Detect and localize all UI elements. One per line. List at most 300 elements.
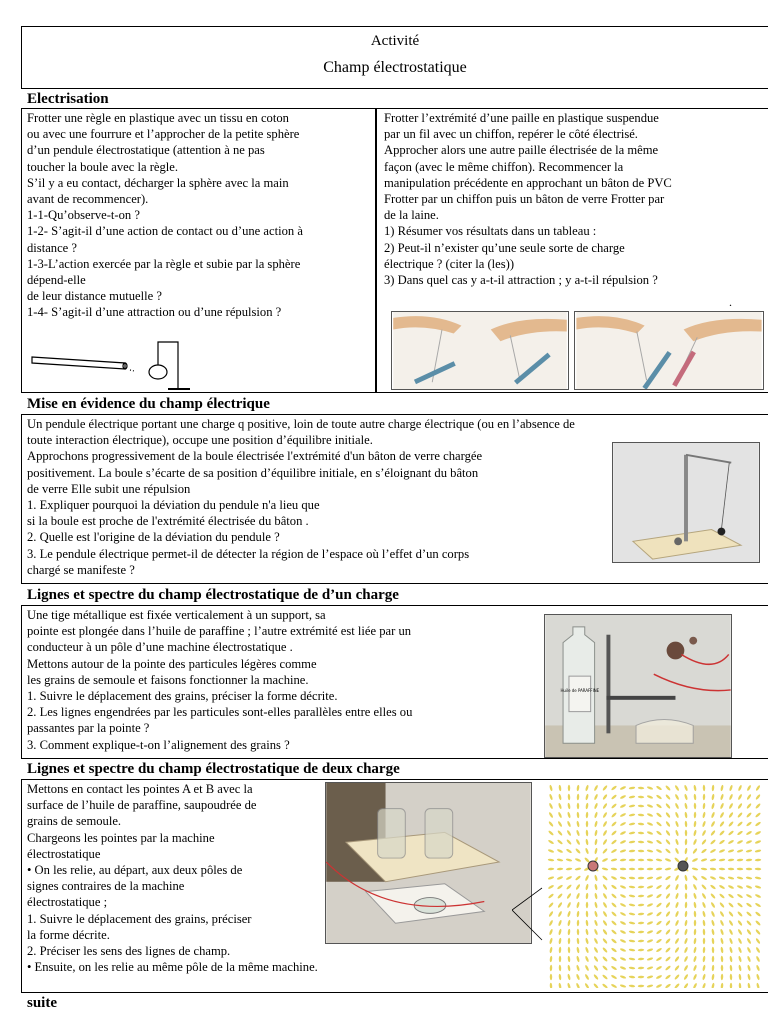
field-grain bbox=[746, 920, 752, 926]
field-grain bbox=[593, 956, 599, 963]
field-grain bbox=[647, 840, 654, 844]
field-grain bbox=[629, 894, 636, 898]
field-grain bbox=[647, 786, 654, 790]
field-grain bbox=[738, 965, 742, 972]
field-grain bbox=[602, 965, 608, 971]
column-divider bbox=[375, 109, 377, 392]
field-grain bbox=[548, 884, 555, 889]
text-line: toucher la boule avec la règle. bbox=[27, 159, 179, 174]
field-grain bbox=[620, 885, 627, 890]
field-grain bbox=[638, 886, 645, 889]
field-grain bbox=[737, 794, 742, 801]
field-grain bbox=[746, 938, 751, 945]
field-grain bbox=[558, 974, 561, 981]
heading-suite: suite bbox=[27, 995, 57, 1011]
field-grain bbox=[620, 868, 627, 871]
field-grain bbox=[647, 858, 654, 861]
field-grain bbox=[737, 803, 743, 810]
field-grain bbox=[576, 785, 579, 792]
field-grain bbox=[720, 983, 723, 988]
text-line: • On les relie, au départ, aux deux pôles de bbox=[27, 863, 243, 878]
field-grain bbox=[559, 947, 562, 954]
field-grain bbox=[629, 849, 636, 852]
field-grain bbox=[684, 803, 688, 810]
field-grain bbox=[674, 983, 680, 988]
field-grain bbox=[549, 794, 553, 801]
field-grain bbox=[620, 830, 627, 835]
field-grain bbox=[611, 803, 617, 809]
field-grain bbox=[692, 848, 698, 855]
field-grain bbox=[549, 803, 554, 810]
field-grain bbox=[746, 840, 753, 845]
text-line: Frotter l’extrémité d’une paille en plastique suspendue bbox=[384, 111, 659, 125]
field-grain bbox=[665, 848, 671, 854]
charge-b bbox=[678, 861, 688, 871]
field-grain bbox=[693, 794, 696, 801]
text-line: Chargeons les pointes par la machine bbox=[27, 830, 215, 845]
field-grain bbox=[629, 930, 636, 934]
field-grain bbox=[548, 920, 553, 927]
field-grain bbox=[638, 832, 645, 835]
text-line: les grains de semoule et faisons fonctionner la machine. bbox=[27, 672, 309, 687]
field-grain bbox=[719, 849, 726, 854]
field-grain bbox=[629, 822, 636, 826]
text-line: pointe est plongée dans l’huile de paraffine ; l’autre extrémité est liée par un bbox=[27, 624, 412, 639]
field-grain bbox=[567, 929, 570, 936]
field-grain bbox=[728, 911, 734, 918]
field-grain bbox=[629, 966, 636, 969]
field-grain bbox=[728, 830, 734, 836]
field-grain bbox=[737, 911, 743, 917]
field-grain bbox=[550, 965, 553, 972]
text-line: si la boule est proche de l'extrémité électrisée du bâton . bbox=[27, 514, 309, 529]
field-grain bbox=[746, 902, 753, 908]
field-grain bbox=[549, 938, 553, 945]
field-grain bbox=[638, 813, 645, 816]
deux-charges-text bbox=[27, 781, 318, 975]
field-grain bbox=[576, 893, 581, 900]
field-grain bbox=[738, 974, 741, 981]
field-grain bbox=[611, 812, 617, 818]
stray-dot: . bbox=[729, 295, 732, 309]
field-grain bbox=[701, 839, 707, 846]
field-grain bbox=[576, 983, 581, 988]
field-grain bbox=[656, 911, 662, 917]
field-grain bbox=[755, 803, 761, 809]
field-grain bbox=[701, 867, 708, 870]
field-grain bbox=[675, 884, 679, 891]
field-grain bbox=[638, 931, 645, 934]
field-grain bbox=[629, 813, 636, 817]
field-grain bbox=[702, 812, 706, 819]
field-grain bbox=[548, 858, 555, 861]
field-grain bbox=[584, 965, 589, 972]
field-grain bbox=[755, 947, 760, 954]
field-grain bbox=[647, 876, 654, 880]
field-grain bbox=[584, 983, 589, 988]
field-grain bbox=[694, 803, 697, 809]
field-grain bbox=[647, 903, 654, 908]
field-grain bbox=[620, 984, 627, 988]
field-grain bbox=[585, 920, 588, 927]
field-grain bbox=[567, 974, 571, 981]
field-grain bbox=[585, 884, 589, 891]
field-grain bbox=[674, 785, 679, 792]
text-line: Une tige métallique est fixée verticalement à un support, sa bbox=[27, 608, 326, 622]
field-grain bbox=[728, 902, 734, 908]
field-grain bbox=[557, 821, 562, 828]
field-grain bbox=[575, 884, 581, 891]
field-grain bbox=[711, 794, 715, 801]
field-grain bbox=[674, 875, 679, 882]
field-grain bbox=[620, 849, 627, 853]
field-grain bbox=[638, 796, 645, 799]
field-grain bbox=[747, 965, 751, 972]
field-grain bbox=[674, 947, 680, 954]
field-grain bbox=[737, 902, 743, 908]
text-line: 2. Quelle est l'origine de la déviation du pendule ? bbox=[27, 530, 280, 545]
field-grain bbox=[602, 848, 608, 854]
field-grain bbox=[638, 895, 645, 898]
field-grain bbox=[611, 956, 618, 962]
field-grain bbox=[755, 920, 761, 926]
field-grain bbox=[594, 848, 598, 855]
field-grain bbox=[692, 867, 699, 871]
section-champ bbox=[21, 414, 768, 584]
field-grain bbox=[638, 877, 645, 880]
field-grain bbox=[575, 858, 582, 863]
text-line: dépend-elle bbox=[27, 273, 86, 288]
field-grain bbox=[737, 821, 743, 827]
field-grain bbox=[711, 920, 715, 927]
field-grain bbox=[685, 893, 687, 899]
field-grain bbox=[620, 930, 627, 935]
field-grain bbox=[701, 848, 708, 854]
field-grain bbox=[638, 949, 645, 952]
field-grain bbox=[674, 974, 680, 980]
text-line: passantes par la pointe ? bbox=[27, 721, 150, 736]
field-grain bbox=[693, 947, 697, 954]
text-line: 1-4- S’agit-il d’une attraction ou d’une répulsion ? bbox=[27, 305, 282, 320]
field-grain bbox=[629, 903, 636, 907]
field-grain bbox=[638, 976, 645, 979]
field-grain bbox=[638, 940, 645, 943]
text-line: électrostatique bbox=[27, 846, 101, 861]
field-grain bbox=[693, 839, 698, 846]
field-grain bbox=[730, 983, 732, 988]
field-grain bbox=[602, 839, 607, 846]
field-grain bbox=[684, 938, 688, 945]
field-grain bbox=[728, 893, 735, 899]
field-grain bbox=[656, 902, 662, 908]
heading-champ: Mise en évidence du champ électrique bbox=[27, 396, 270, 412]
field-grain bbox=[620, 795, 627, 800]
section-deux-charges bbox=[21, 779, 768, 993]
field-grain bbox=[557, 876, 564, 881]
field-grain bbox=[711, 803, 715, 810]
field-grain bbox=[692, 884, 697, 891]
text-line: façon (avec le même chiffon). Recommencer la bbox=[384, 159, 624, 174]
field-grain bbox=[703, 929, 706, 936]
field-grain bbox=[746, 911, 752, 917]
field-grain bbox=[746, 803, 752, 809]
field-grain bbox=[594, 911, 598, 918]
field-grain bbox=[693, 938, 696, 945]
field-grain bbox=[557, 884, 564, 890]
field-grain bbox=[665, 867, 672, 871]
field-grain bbox=[585, 794, 589, 801]
field-grain bbox=[755, 894, 762, 899]
text-line: surface de l’huile de paraffine, saupoudrée de bbox=[27, 798, 257, 813]
field-grain bbox=[738, 947, 743, 954]
text-line: avant de recommencer). bbox=[27, 192, 149, 207]
field-grain bbox=[675, 911, 680, 918]
field-grain bbox=[703, 938, 705, 944]
field-grain bbox=[647, 831, 654, 836]
field-grain bbox=[665, 839, 671, 845]
field-grain bbox=[685, 902, 688, 909]
field-grain bbox=[611, 911, 617, 917]
field-grain bbox=[711, 929, 715, 936]
field-grain bbox=[756, 965, 761, 972]
field-grain bbox=[577, 920, 580, 927]
field-grain bbox=[557, 830, 563, 836]
field-grain bbox=[611, 893, 617, 899]
field-grain bbox=[693, 893, 697, 900]
bottle-label-text: Huile de PARAFFINE bbox=[560, 687, 600, 693]
field-grain bbox=[701, 884, 707, 890]
field-grain bbox=[647, 885, 654, 889]
field-grain bbox=[647, 849, 654, 853]
field-grain bbox=[566, 893, 572, 900]
field-grain bbox=[549, 956, 552, 963]
field-grain bbox=[647, 921, 654, 926]
field-grain bbox=[620, 920, 627, 925]
text-line: 1. Expliquer pourquoi la déviation du pendule n'a lieu que bbox=[27, 498, 320, 513]
field-grain bbox=[656, 821, 662, 827]
field-grain bbox=[684, 929, 688, 936]
field-grain bbox=[710, 821, 715, 828]
field-grain bbox=[693, 974, 698, 981]
field-grain bbox=[602, 812, 607, 819]
field-grain bbox=[720, 785, 724, 792]
field-grain bbox=[720, 803, 725, 810]
field-grain bbox=[656, 858, 663, 862]
field-grain bbox=[638, 859, 644, 862]
field-grain bbox=[611, 830, 617, 836]
field-grain bbox=[665, 893, 671, 900]
field-grain bbox=[755, 911, 762, 917]
field-grain bbox=[746, 929, 752, 936]
field-grain bbox=[756, 974, 760, 981]
text-line: 1. Suivre le déplacement des grains, préciser bbox=[27, 911, 252, 926]
field-grain bbox=[656, 893, 663, 899]
field-grain bbox=[746, 849, 753, 853]
field-grain bbox=[638, 903, 645, 906]
charge-a bbox=[588, 861, 598, 871]
field-grain bbox=[737, 920, 743, 927]
field-grain bbox=[629, 912, 636, 916]
field-grain bbox=[728, 849, 735, 853]
field-grain bbox=[629, 786, 636, 789]
field-grain bbox=[665, 858, 672, 862]
field-grain bbox=[602, 974, 608, 980]
text-line: Mettons en contact les pointes A et B avec la bbox=[27, 782, 253, 796]
field-grain bbox=[728, 868, 735, 871]
field-grain bbox=[558, 929, 562, 936]
field-grain bbox=[611, 794, 617, 800]
field-grain bbox=[702, 974, 706, 981]
field-grain bbox=[647, 813, 654, 818]
field-grain bbox=[576, 965, 580, 972]
field-grain bbox=[755, 849, 762, 853]
field-grain bbox=[647, 868, 654, 871]
field-grain bbox=[602, 902, 607, 909]
field-grain bbox=[656, 920, 663, 926]
field-grain bbox=[755, 876, 762, 880]
field-grain bbox=[755, 885, 762, 889]
field-grain bbox=[665, 983, 672, 988]
field-grain bbox=[729, 785, 733, 792]
field-grain bbox=[557, 858, 564, 862]
field-grain bbox=[694, 920, 696, 926]
field-grain bbox=[629, 868, 635, 871]
field-grain bbox=[638, 921, 645, 924]
field-grain bbox=[719, 821, 725, 828]
field-grain bbox=[656, 965, 663, 970]
field-grain bbox=[611, 867, 618, 870]
text-line: Frotter une règle en plastique avec un tissu en coton bbox=[27, 111, 289, 125]
field-grain bbox=[656, 785, 663, 791]
text-line: positivement. La boule s’écarte de sa position d’équilibre initiale, en s’éloignant du bâton bbox=[27, 465, 479, 480]
field-grain bbox=[593, 965, 599, 972]
heading-une-charge: Lignes et spectre du champ électrostatique de d’un charge bbox=[27, 587, 399, 603]
field-grain bbox=[737, 876, 744, 880]
field-grain bbox=[656, 867, 663, 870]
field-grain bbox=[728, 858, 735, 861]
field-grain bbox=[711, 785, 714, 792]
field-grain bbox=[577, 794, 580, 801]
field-grain bbox=[567, 803, 571, 810]
field-grain bbox=[585, 938, 589, 945]
field-grain bbox=[638, 967, 645, 970]
field-grain bbox=[719, 830, 725, 836]
field-grain bbox=[594, 830, 598, 837]
field-grain bbox=[566, 848, 573, 854]
field-grain bbox=[656, 876, 663, 881]
text-line: • Ensuite, on les relie au même pôle de la même machine. bbox=[27, 960, 318, 975]
field-grain bbox=[674, 794, 679, 801]
field-grain bbox=[685, 839, 688, 846]
text-line: 3. Comment explique-t-on l’alignement des grains ? bbox=[27, 737, 290, 752]
field-grain bbox=[755, 821, 762, 827]
field-grain bbox=[593, 785, 598, 792]
field-grain bbox=[755, 868, 762, 871]
field-grain bbox=[638, 912, 645, 915]
field-grain bbox=[728, 821, 734, 827]
field-grain bbox=[548, 902, 554, 908]
text-line: Approcher alors une autre paille électrisée de la même bbox=[384, 143, 659, 158]
field-grain bbox=[685, 830, 688, 836]
field-grain bbox=[638, 868, 644, 870]
field-grain bbox=[629, 984, 636, 987]
field-grain bbox=[594, 902, 598, 909]
field-grain bbox=[665, 821, 671, 828]
field-grain bbox=[620, 902, 627, 907]
field-grain bbox=[548, 893, 554, 899]
field-grain bbox=[550, 974, 552, 980]
field-grain bbox=[738, 938, 743, 945]
field-grain bbox=[720, 794, 724, 801]
field-grain bbox=[665, 794, 671, 800]
text-line: de leur distance mutuelle ? bbox=[27, 289, 162, 304]
field-grain bbox=[557, 911, 562, 918]
field-grain bbox=[567, 821, 572, 828]
field-grain bbox=[674, 956, 680, 963]
field-grain bbox=[611, 839, 617, 845]
field-grain bbox=[549, 929, 554, 936]
field-grain bbox=[576, 821, 580, 828]
field-grain bbox=[602, 983, 608, 988]
field-grain bbox=[702, 803, 705, 810]
field-grain bbox=[647, 930, 654, 935]
field-grain bbox=[567, 983, 571, 988]
field-grain bbox=[685, 821, 688, 828]
field-grain bbox=[693, 902, 696, 909]
field-grain bbox=[702, 902, 707, 909]
field-grain bbox=[692, 857, 699, 862]
field-grain bbox=[665, 785, 671, 791]
field-grain bbox=[568, 785, 570, 791]
field-grain bbox=[720, 947, 723, 954]
field-grain bbox=[747, 947, 752, 954]
field-grain bbox=[719, 902, 725, 908]
field-grain bbox=[737, 830, 744, 836]
field-grain bbox=[656, 803, 663, 809]
field-grain bbox=[711, 812, 716, 819]
field-grain bbox=[557, 849, 564, 854]
field-grain bbox=[665, 965, 671, 971]
field-grain bbox=[629, 859, 636, 862]
text-line: 2) Peut-il n’exister qu’une seule sorte de charge bbox=[384, 240, 625, 255]
field-grain bbox=[602, 893, 607, 900]
field-grain bbox=[729, 929, 734, 936]
field-grain bbox=[638, 841, 645, 844]
field-grain bbox=[602, 821, 607, 828]
field-grain bbox=[684, 812, 687, 819]
field-grain bbox=[746, 821, 753, 827]
ruler-pendulum-drawing bbox=[30, 337, 210, 393]
field-grain bbox=[675, 839, 679, 846]
field-grain bbox=[629, 876, 636, 879]
section-une-charge bbox=[21, 605, 768, 759]
field-grain bbox=[684, 848, 687, 855]
field-grain bbox=[549, 785, 553, 792]
field-grain bbox=[602, 920, 608, 927]
text-line: la forme décrite. bbox=[27, 927, 110, 942]
text-line: 1) Résumer vos résultats dans un tableau : bbox=[384, 224, 597, 239]
field-grain bbox=[620, 975, 627, 979]
field-grain bbox=[620, 812, 627, 817]
text-line: chargé se manifeste ? bbox=[27, 562, 135, 577]
field-grain bbox=[665, 974, 672, 980]
field-grain bbox=[585, 875, 590, 882]
field-grain bbox=[647, 957, 654, 961]
field-grain bbox=[611, 983, 618, 988]
field-grain bbox=[665, 938, 671, 944]
field-grain bbox=[594, 929, 599, 936]
field-grain bbox=[548, 876, 555, 880]
